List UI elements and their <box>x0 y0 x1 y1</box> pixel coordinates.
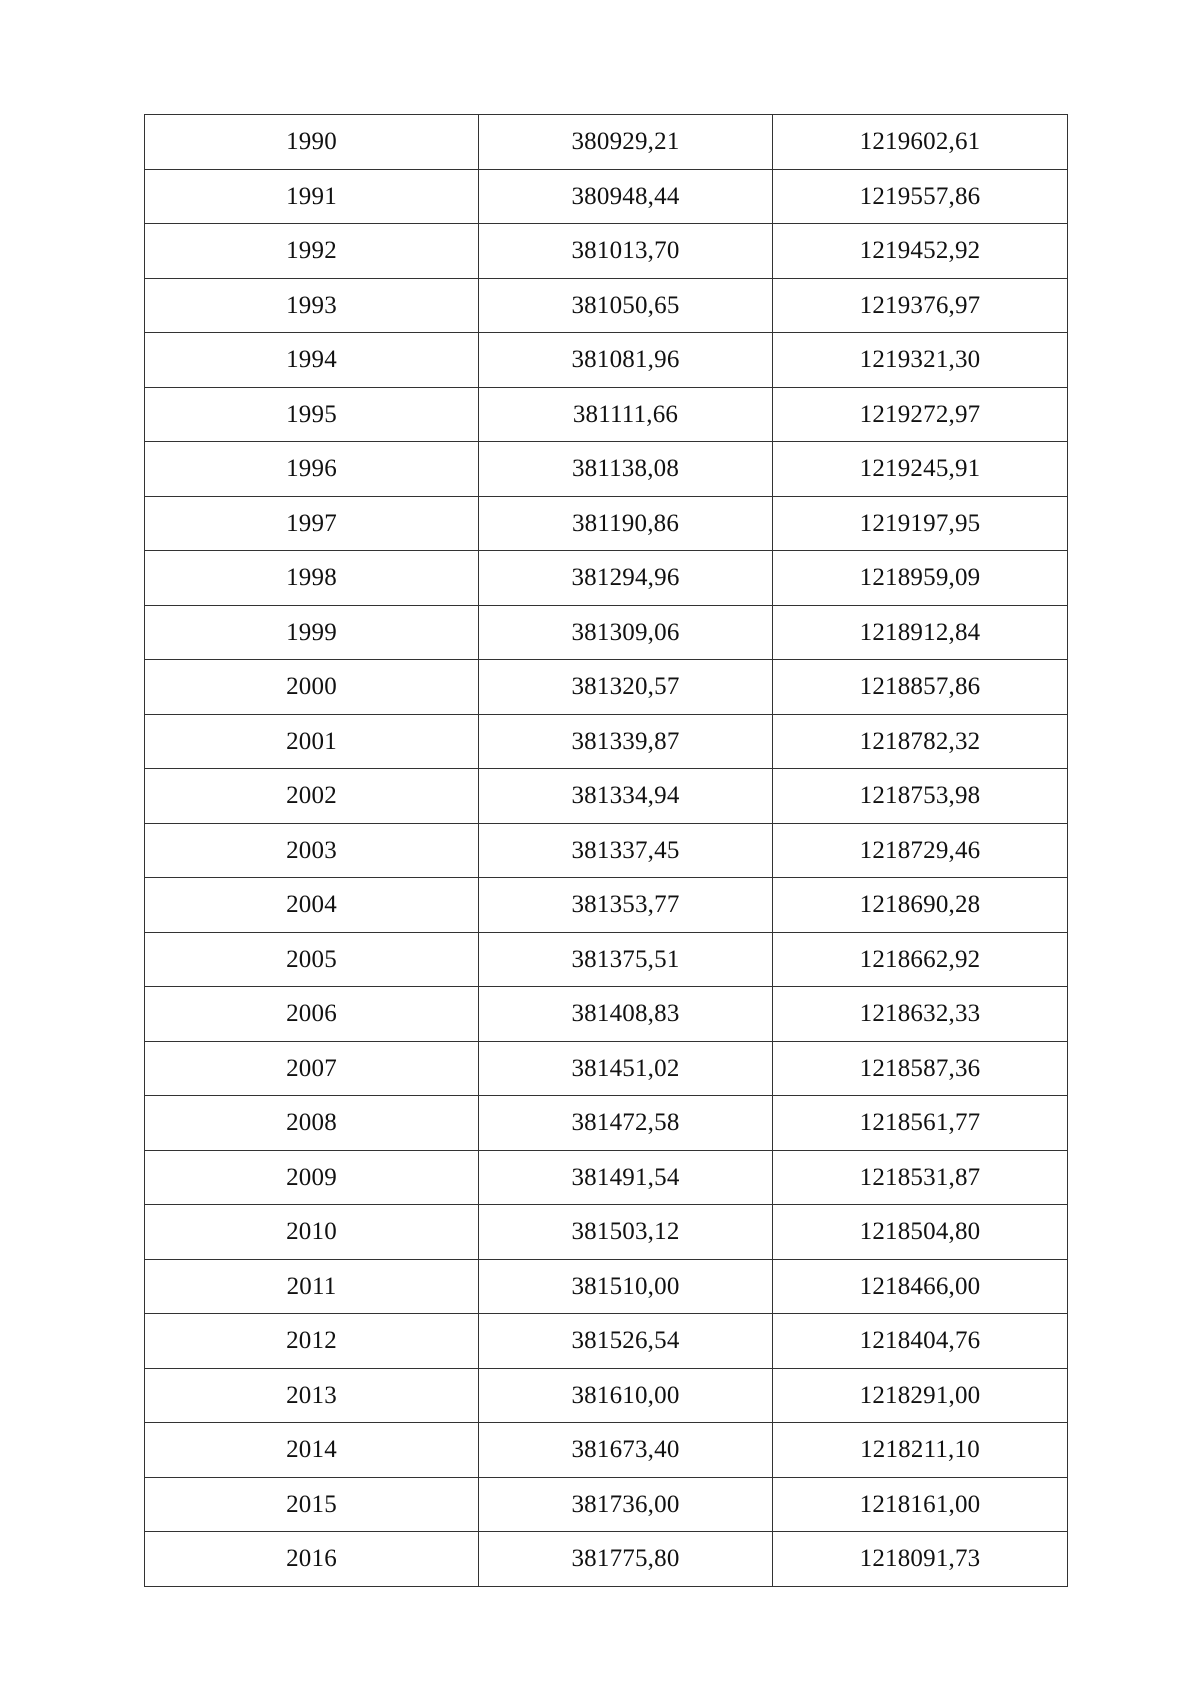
coordinate-x-cell: 380929,21 <box>479 115 773 170</box>
coordinate-x-cell: 381320,57 <box>479 660 773 715</box>
coordinate-y-cell: 1218091,73 <box>773 1532 1068 1587</box>
coordinate-y-cell: 1218291,00 <box>773 1368 1068 1423</box>
table-row <box>145 660 1068 715</box>
coordinate-x-cell: 381510,00 <box>479 1259 773 1314</box>
table-row <box>145 769 1068 824</box>
year-cell: 2011 <box>145 1259 479 1314</box>
year-cell: 2010 <box>145 1205 479 1260</box>
coordinate-y-cell: 1219557,86 <box>773 169 1068 224</box>
coordinate-y-cell: 1219321,30 <box>773 333 1068 388</box>
data-table <box>144 114 1068 1587</box>
year-cell: 2000 <box>145 660 479 715</box>
coordinate-x-cell: 381013,70 <box>479 224 773 279</box>
year-cell: 1993 <box>145 278 479 333</box>
year-cell: 2001 <box>145 714 479 769</box>
coordinate-y-cell: 1218404,76 <box>773 1314 1068 1369</box>
coordinate-y-cell: 1218211,10 <box>773 1423 1068 1478</box>
year-cell: 1998 <box>145 551 479 606</box>
year-cell: 1997 <box>145 496 479 551</box>
table-row <box>145 278 1068 333</box>
coordinate-y-cell: 1219376,97 <box>773 278 1068 333</box>
coordinate-x-cell: 381451,02 <box>479 1041 773 1096</box>
year-cell: 1991 <box>145 169 479 224</box>
year-cell: 2007 <box>145 1041 479 1096</box>
coordinate-y-cell: 1218662,92 <box>773 932 1068 987</box>
year-cell: 2015 <box>145 1477 479 1532</box>
coordinate-x-cell: 381375,51 <box>479 932 773 987</box>
table-row <box>145 878 1068 933</box>
year-cell: 2002 <box>145 769 479 824</box>
table-row <box>145 714 1068 769</box>
table-row <box>145 987 1068 1042</box>
coordinate-y-cell: 1218782,32 <box>773 714 1068 769</box>
year-cell: 1996 <box>145 442 479 497</box>
year-cell: 1994 <box>145 333 479 388</box>
year-cell: 2003 <box>145 823 479 878</box>
year-cell: 1995 <box>145 387 479 442</box>
coordinate-y-cell: 1218504,80 <box>773 1205 1068 1260</box>
year-cell: 2012 <box>145 1314 479 1369</box>
table-row <box>145 1532 1068 1587</box>
coordinate-y-cell: 1218857,86 <box>773 660 1068 715</box>
year-cell: 2016 <box>145 1532 479 1587</box>
year-cell: 2013 <box>145 1368 479 1423</box>
year-cell: 2005 <box>145 932 479 987</box>
coordinate-x-cell: 381610,00 <box>479 1368 773 1423</box>
coordinate-x-cell: 381775,80 <box>479 1532 773 1587</box>
coordinate-x-cell: 381526,54 <box>479 1314 773 1369</box>
table-row <box>145 1477 1068 1532</box>
coordinate-x-cell: 381294,96 <box>479 551 773 606</box>
table-body <box>145 115 1068 1587</box>
coordinate-x-cell: 381334,94 <box>479 769 773 824</box>
coordinate-x-cell: 381339,87 <box>479 714 773 769</box>
year-cell: 2004 <box>145 878 479 933</box>
coordinate-y-cell: 1219452,92 <box>773 224 1068 279</box>
year-cell: 1990 <box>145 115 479 170</box>
coordinate-y-cell: 1218561,77 <box>773 1096 1068 1151</box>
coordinate-x-cell: 381673,40 <box>479 1423 773 1478</box>
coordinate-x-cell: 380948,44 <box>479 169 773 224</box>
coordinate-y-cell: 1219197,95 <box>773 496 1068 551</box>
table-row <box>145 1096 1068 1151</box>
table-row <box>145 823 1068 878</box>
coordinate-x-cell: 381309,06 <box>479 605 773 660</box>
coordinate-y-cell: 1218912,84 <box>773 605 1068 660</box>
table-row <box>145 1205 1068 1260</box>
coordinate-x-cell: 381736,00 <box>479 1477 773 1532</box>
table-row <box>145 551 1068 606</box>
table-row <box>145 387 1068 442</box>
coordinate-x-cell: 381050,65 <box>479 278 773 333</box>
year-cell: 2014 <box>145 1423 479 1478</box>
coordinate-y-cell: 1218753,98 <box>773 769 1068 824</box>
table-row <box>145 169 1068 224</box>
coordinate-x-cell: 381190,86 <box>479 496 773 551</box>
coordinate-y-cell: 1219272,97 <box>773 387 1068 442</box>
coordinate-y-cell: 1218959,09 <box>773 551 1068 606</box>
table-row <box>145 224 1068 279</box>
year-cell: 2006 <box>145 987 479 1042</box>
coordinate-x-cell: 381353,77 <box>479 878 773 933</box>
coordinate-x-cell: 381491,54 <box>479 1150 773 1205</box>
table-row <box>145 605 1068 660</box>
table-row <box>145 1150 1068 1205</box>
coordinate-y-cell: 1218690,28 <box>773 878 1068 933</box>
table-row <box>145 333 1068 388</box>
year-cell: 2009 <box>145 1150 479 1205</box>
table-row <box>145 1423 1068 1478</box>
table-row <box>145 496 1068 551</box>
coordinate-y-cell: 1218531,87 <box>773 1150 1068 1205</box>
table-row <box>145 932 1068 987</box>
table-row <box>145 1041 1068 1096</box>
coordinate-y-cell: 1218587,36 <box>773 1041 1068 1096</box>
coordinate-y-cell: 1218161,00 <box>773 1477 1068 1532</box>
coordinate-x-cell: 381111,66 <box>479 387 773 442</box>
coordinate-y-cell: 1219245,91 <box>773 442 1068 497</box>
coordinate-x-cell: 381081,96 <box>479 333 773 388</box>
table-row <box>145 1259 1068 1314</box>
coordinate-y-cell: 1219602,61 <box>773 115 1068 170</box>
table-row <box>145 115 1068 170</box>
table-row <box>145 442 1068 497</box>
coordinate-y-cell: 1218729,46 <box>773 823 1068 878</box>
year-cell: 2008 <box>145 1096 479 1151</box>
coordinate-y-cell: 1218466,00 <box>773 1259 1068 1314</box>
coordinate-x-cell: 381337,45 <box>479 823 773 878</box>
year-cell: 1999 <box>145 605 479 660</box>
table-row <box>145 1314 1068 1369</box>
year-cell: 1992 <box>145 224 479 279</box>
coordinate-x-cell: 381472,58 <box>479 1096 773 1151</box>
coordinate-x-cell: 381503,12 <box>479 1205 773 1260</box>
coordinate-x-cell: 381408,83 <box>479 987 773 1042</box>
coordinate-x-cell: 381138,08 <box>479 442 773 497</box>
coordinate-y-cell: 1218632,33 <box>773 987 1068 1042</box>
table-row <box>145 1368 1068 1423</box>
